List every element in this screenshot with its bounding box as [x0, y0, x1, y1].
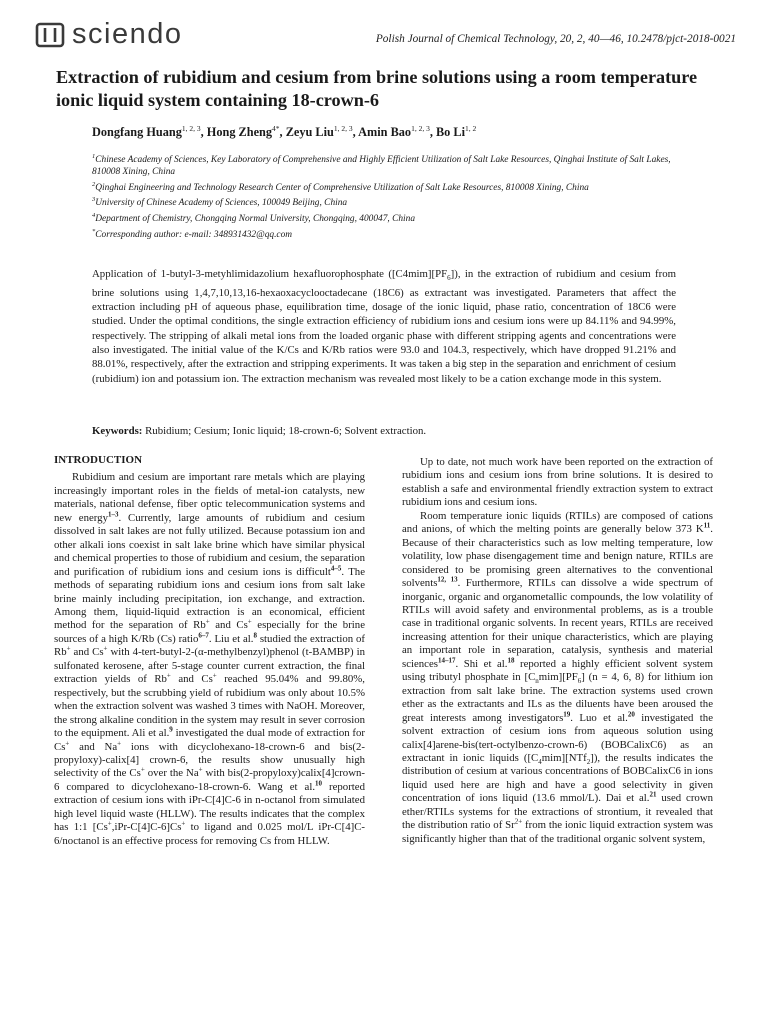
- author: Amin Bao$^{1, 2, 3}$,: [358, 124, 436, 140]
- affiliation: $^1$Chinese Academy of Sciences, Key Laboratory of Comprehensive and Highly Efficient Utilization of Salt Lake Resources, Qinghai Institute of Salt Lakes, 810008 Xining, China: [92, 153, 671, 177]
- keywords-label: Keywords:: [92, 425, 143, 437]
- affiliation: $^4$Department of Chemistry, Chongqing Normal University, Chongqing, 400047, China: [92, 212, 416, 225]
- author-list: [92, 124, 476, 140]
- keywords: [92, 425, 426, 437]
- body-paragraph: Up to date, not much work have been reported on the extraction of rubidium ions and cesium ions from brine solutions. It is desired to establish a safe and environmental friendly extraction system to extract rubidium ions and cesium ions.: [402, 456, 713, 509]
- author: Dongfang Huang$^{1, 2, 3}$,: [92, 124, 207, 140]
- sciendo-logo-icon: [34, 19, 66, 51]
- section-heading: INTRODUCTION: [54, 454, 143, 466]
- page-header: [34, 18, 736, 58]
- affiliation: $^3$University of Chinese Academy of Sciences, 100049 Beijing, China: [92, 196, 348, 209]
- sciendo-logo[interactable]: [34, 18, 182, 51]
- right-column: [402, 454, 713, 846]
- body-paragraph: Room temperature ionic liquids (RTILs) are composed of cations and anions, of which the melting points are generally below 373 K$^{11}$. Because of their characteristics such as low melting temperature, low volatility, low phase disengagement time and benign nature, RTILs are considered to be promising green alternatives to the conventional solvents$^{12, 13}$. Furthermore, RTILs can dissolve a wide spectrum of inorganic, organic and organometallic compounds, the low volatility of RTILs will avoid safety and environmental problems, as is a trouble case in traditional organic solvents. In recent years, RTILs are received increasing attention for their unique characteristics, which are playing an important role in separation, catalysis, synthesis and material sciences$^{14-17}$. Shi et al.$^{18}$ reported a highly efficient solvent system using tributyl phosphate in $[C_nmim][PF_6] (n = 4$, 6, 8) for lithium ion extraction from salt lake brine. The extraction systems used crown ether as the extractants and ILs as the diluents have been aroused the great interests among investigators$^{19}$. Luo et al.$^{20}$ investigated the solvent extraction of cesium ions from aqueous solution using calix[4]arene-bis(tert-octylbenzo-crown-6) (BOBCalixC6) as an extractant in ionic liquids $([C_4mim][NTf_2])$, the results indicates the distribution of cesium at various concentrations of BOBCalixC6 in ions liquid used here are high and have a good selectivity in given concentration of ions liquid (13.6 mmol/L). Dai et al.$^{21}$ used crown ether/RTILs systems for the extractions of strontium, it revealed that the distribution ratio of $Sr^{2+}$ from the ionic liquid extraction system was significantly higher than that of the traditional organic solvent system,: [402, 509, 714, 845]
- affiliation: $^2$Qinghai Engineering and Technology Research Center of Comprehensive Utilization of Salt Lake Resources, 810008 Xining, China: [92, 180, 589, 193]
- author: Zeyu Liu$^{1, 2, 3}$,: [285, 124, 359, 140]
- author: Hong Zheng$^{4*}$,: [206, 124, 286, 140]
- logo-wordmark: sciendo: [72, 18, 183, 50]
- corresponding-author: *Corresponding author: e-mail: 348931432@qq.com: [92, 228, 293, 241]
- affiliation-list: [92, 151, 682, 242]
- left-column: [54, 454, 365, 848]
- keywords-text: Rubidium; Cesium; Ionic liquid; 18-crown-6; Solvent extraction.: [145, 425, 427, 437]
- abstract: Application of 1-butyl-3-metyhlimidazolium hexafluorophosphate $([C4mim][PF_6])$, in the extraction of rubidium and cesium from brine solutions using 1,4,7,10,13,16-hexaoxacyclooctadecane (18C6) as extractant was investigated. Parameters that affect the extraction including pH of aqueous phase, equilibration time, dosage of the ionic liquid, phase ratio, concentration of 18C6 were studied. Under the optimal conditions, the single extraction efficiency of rubidium ions and cesium ions were up 84.11% and 94.99%, respectively. The stripping of alkali metal ions from the loaded organic phase with different stripping agents and concentrations were also investigated. The initial value of the K/Cs and K/Rb ratios were 93.0 and 104.3, respectively, which have dropped 91.21% and 88.01%, respectively, after the extraction and stripping experiments. It was taken a big step in the separation and enrichment of cesium (rubidium) ion and potassium ion. The extraction mechanism was revealed most likely to be a cation exchange mode in this system.: [92, 268, 677, 385]
- body-paragraph: Rubidium and cesium are important rare metals which are playing increasingly important roles in the fields of metal-ion catalysts, new materials, national defense, fiber optic telecommunication systems and new energy$^{1-3}$. Currently, large amounts of rubidium and cesium dissolved in salt lakes are not fully utilized. Because potassium ion and other alkali ions coexist in salt lake brine which have similar physical and chemical properties to those of rubidium and cesium, the separation and purification of rubidium ions and cesium ions is difficult$^{4-5}$. The methods of separating rubidium ions and cesium ions from salt lake brine mainly including precipitation, ion exchange, and extraction. Among them, liquid-liquid extraction is an economical, efficient method for the separation of Rb+ and Cs+ especially for the brine sources of a high K/Rb (Cs) ratio$^{6-7}$. Liu et al.$^8$ studied the extraction of Rb+ and Cs+ with 4-tert-butyl-2-(α-methylbenzyl)phenol (t-BAMBP) in sulfonated kerosene, after 5-stage counter current extraction, the final extraction yields of Rb+ and Cs+ reached 95.04% and 99.80%, respectively, but the scrubbing yield of rubidium was only about 10.5% when the extraction solvent was washed 3 times with NaOH. Moreover, the strong alkaline condition in the system may result in sever corrosion to the equipment. Ali et al.$^9$ investigated the dual mode of extraction for Cs+ and Na+ ions with dicyclohexano-18-crown-6 and bis(2-propyloxy)-calix[4] crown-6, the results show unusually high selectivity of the Cs+ over the Na+ with bis(2-propyloxy)calix[4]crown-6 compared to dicyclohexano-18-crown-6. Wang et al.$^{10}$ reported extraction of cesium ions with iPr-C[4]C-6 in n-octanol from simulated high level liquid waste (HLLW). The results indicates that the complex has 1:1 [Cs+,iPr-C[4]C-6]Cs+ to ligand and 0.025 mol/L iPr-C[4]C-6/noctanol is an effective process for removing Cs from HLLW.: [54, 471, 366, 847]
- paper-title: Extraction of rubidium and cesium from brine solutions using a room temperature ionic liquid system containing 18-crown-6: [56, 67, 698, 110]
- author: Bo Li$^{1, 2}$: [435, 124, 477, 140]
- journal-citation: Polish Journal of Chemical Technology, 20, 2, 40—46, 10.2478/pjct-2018-0021: [375, 33, 736, 45]
